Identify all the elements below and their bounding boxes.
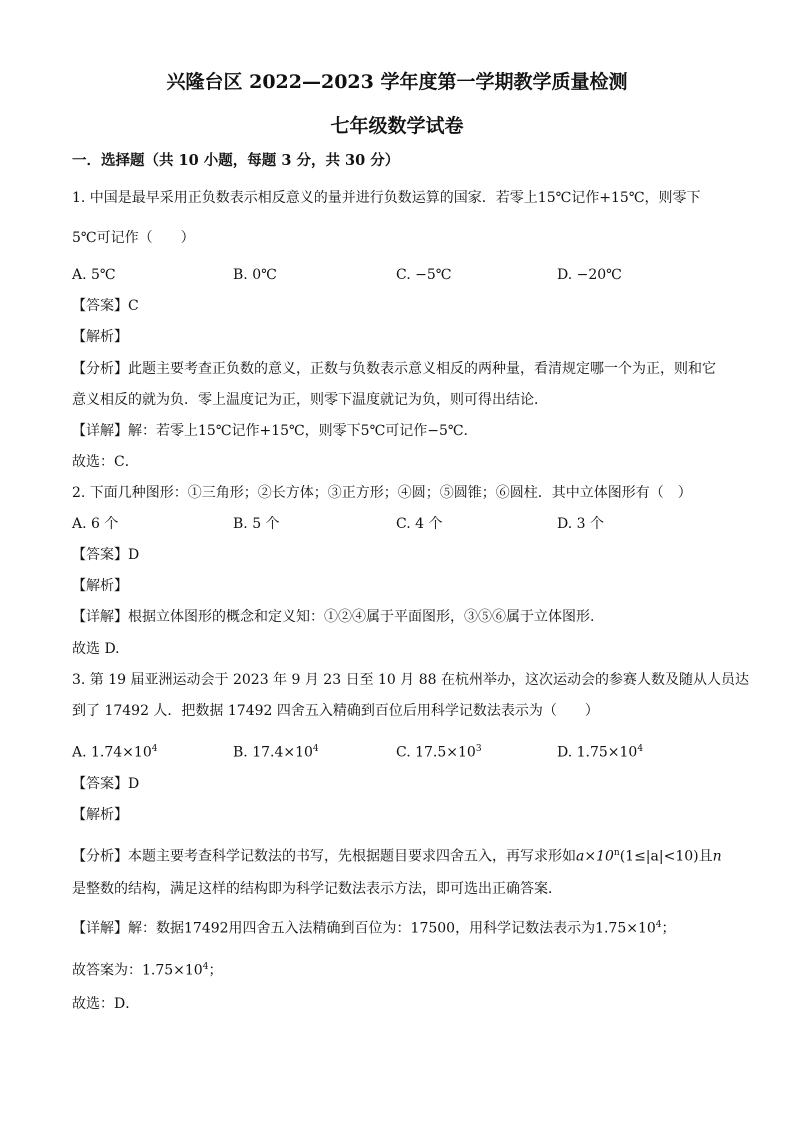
q1-fenxi-line2: 意义相反的就为负．零上温度记为正，则零下温度就记为负，则可得出结论．: [72, 392, 548, 408]
q3-fenxi-formula: a×10: [576, 848, 614, 865]
q2-analysis-label: 【解析】: [72, 578, 128, 594]
q3-option-a-base: A. 1.74×10: [72, 744, 152, 761]
q3-option-d-base: D. 1.75×10: [557, 744, 638, 761]
q1-option-a: A. 5℃: [72, 267, 116, 283]
q3-fenxi-line1: [72, 844, 722, 866]
q3-detail-value: 1.75×10: [595, 920, 656, 937]
q2-detail: 【详解】根据立体图形的概念和定义知：①②④属于平面图形，③⑤⑥属于立体图形.: [72, 609, 595, 625]
q3-option-b-exponent: 4: [312, 744, 319, 754]
q3-option-a-exponent: 4: [151, 744, 158, 754]
q2-answer: 【答案】D: [72, 547, 140, 563]
q1-detail: 【详解】解：若零上15℃记作+15℃，则零下5℃可记作−5℃．: [72, 423, 478, 439]
page-subtitle: 七年级数学试卷: [330, 115, 464, 137]
q3-fenxi-condition: (1≤|a|<10): [619, 848, 699, 865]
q2-option-b: B. 5 个: [233, 516, 280, 532]
q3-analysis-label: 【解析】: [72, 807, 128, 823]
q1-analysis-label: 【解析】: [72, 329, 128, 345]
q2-conclusion: 故选 D.: [72, 641, 120, 657]
q1-stem-line1: 1. 中国是最早采用正负数表示相反意义的量并进行负数运算的国家．若零上15℃记作+15℃，则零下: [72, 190, 701, 206]
q3-ans-label: 故答案为：: [72, 962, 142, 979]
q3-option-c-base: C. 17.5×10: [396, 744, 476, 761]
q1-stem-line2: 5℃可记作（ ）: [72, 230, 195, 246]
q3-detail-end: ；: [661, 920, 676, 937]
q3-conclusion: 故选：D．: [72, 996, 140, 1012]
q1-fenxi-line1: 【分析】此题主要考查正负数的意义，正数与负数表示意义相反的两种量，看清规定哪一个为正，则和它: [72, 361, 716, 377]
q1-conclusion: 故选：C．: [72, 454, 139, 470]
q3-stem-line2: 到了 17492 人．把数据 17492 四舍五入精确到百位后用科学记数法表示为（ ）: [72, 703, 599, 719]
q3-option-d-exponent: 4: [637, 744, 644, 754]
q3-fenxi-and: 且: [698, 848, 713, 865]
q3-fenxi-n: n: [712, 848, 722, 865]
q3-option-a: [72, 740, 157, 762]
q3-ans-value: 1.75×10: [142, 962, 203, 979]
q3-option-b-base: B. 17.4×10: [233, 744, 313, 761]
q3-fenxi-exponent: n: [613, 848, 620, 858]
q3-answer: 【答案】D: [72, 776, 140, 792]
q3-option-b: [233, 740, 319, 762]
q3-detail-text: 【详解】解：数据17492用四舍五入法精确到百位为：17500，用科学记数法表示为: [72, 920, 596, 937]
q3-fenxi-line2: 是整数的结构，满足这样的结构即为科学记数法表示方法，即可选出正确答案．: [72, 881, 562, 897]
q3-answer-text: [72, 958, 222, 980]
q2-stem: 2. 下面几种图形：①三角形；②长方体；③正方形；④圆；⑤圆锥；⑥圆柱．其中立体图形有（ ）: [72, 485, 692, 501]
q1-option-b: B. 0℃: [233, 267, 277, 283]
q3-ans-exponent: 4: [202, 962, 209, 972]
q1-answer: 【答案】C: [72, 298, 139, 314]
q1-option-d: D. −20℃: [557, 267, 622, 283]
q3-fenxi-text: 【分析】本题主要考查科学记数法的书写，先根据题目要求四舍五入，再写求形如: [72, 848, 576, 865]
q3-ans-end: ；: [208, 962, 223, 979]
q3-option-d: [557, 740, 643, 762]
q3-detail-exponent: 4: [655, 920, 662, 930]
q3-option-c-exponent: 3: [475, 744, 482, 754]
q2-option-d: D. 3 个: [557, 516, 604, 532]
q2-option-c: C. 4 个: [396, 516, 443, 532]
q3-detail: [72, 916, 676, 938]
q1-option-c: C. −5℃: [396, 267, 452, 283]
q3-option-c: [396, 740, 482, 762]
q3-stem-line1: 3. 第 19 届亚洲运动会于 2023 年 9 月 23 日至 10 月 88 在杭州举办，这次运动会的参赛人数及随从人员达: [72, 672, 750, 688]
q2-option-a: A. 6 个: [72, 516, 119, 532]
page-title: 兴隆台区 2022—2023 学年度第一学期教学质量检测: [166, 71, 628, 93]
section-heading: 一．选择题（共 10 小题，每题 3 分，共 30 分）: [72, 152, 400, 169]
